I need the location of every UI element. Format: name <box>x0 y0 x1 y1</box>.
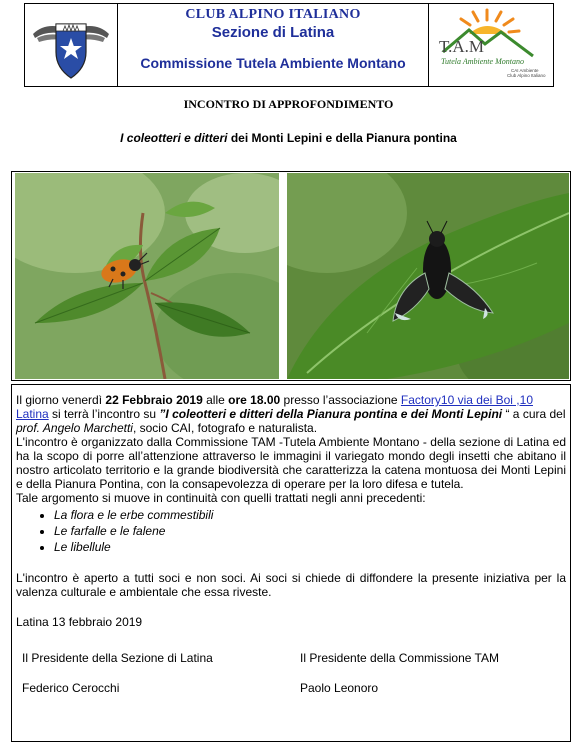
section-president-name: Federico Cerocchi <box>22 681 120 695</box>
list-item: • Le farfalle e le falene <box>54 523 566 539</box>
photos-frame <box>11 171 571 381</box>
list-item: • Le libellule <box>54 539 566 555</box>
continuity-paragraph: Tale argomento si muove in continuità con quelli trattati negli anni precedenti: <box>16 491 426 505</box>
commission-name: Commissione Tutela Ambiente Montano <box>140 55 406 71</box>
event-description <box>11 384 571 742</box>
open-invitation-paragraph: L'incontro è aperto a tutti soci e non soci. Ai soci si chiede di diffondere la presente iniziativa per la valenza culturale e ambientale che essa riveste. <box>16 571 566 599</box>
signature-roles <box>16 651 566 669</box>
letterhead-text <box>117 4 429 86</box>
fly-photo <box>287 173 569 379</box>
commission-president-role: Il Presidente della Commissione TAM <box>300 651 499 665</box>
signature-names <box>16 681 566 699</box>
tam-logo <box>428 4 553 86</box>
intro-paragraph: Il giorno venerdì 22 Febbraio 2019 alle ore 18.00 presso l’associazione Factory10 via dei Boi ,10 Latina si terrà l’incontro su ”I coleotteri e ditteri della Pianura pontina e dei Monti Lepini “ a cura del prof. Angelo Marchetti, socio CAI, fotografo e naturalista. <box>16 393 566 435</box>
cai-logo <box>25 4 118 86</box>
list-item: • La flora e le erbe commestibili <box>54 507 566 523</box>
letterhead <box>24 3 554 87</box>
event-subtitle: I coleotteri e ditteri dei Monti Lepini e della Pianura pontina <box>120 131 457 145</box>
tam-script: Tutela Ambiente Montano <box>441 57 524 66</box>
event-type-title: INCONTRO DI APPROFONDIMENTO <box>183 97 394 111</box>
club-name: CLUB ALPINO ITALIANO <box>185 7 361 22</box>
venue-link[interactable]: Factory10 via dei Boi ,10 Latina <box>16 393 533 421</box>
beetle-photo <box>15 173 279 379</box>
section-president-role: Il Presidente della Sezione di Latina <box>22 651 213 665</box>
tam-mark: T.A.M <box>439 37 485 56</box>
svg-text:CAI Ambiente: CAI Ambiente <box>511 68 539 73</box>
previous-topics-list <box>16 507 566 555</box>
svg-text:Club Alpino Italiano: Club Alpino Italiano <box>507 73 546 78</box>
commission-president-name: Paolo Leonoro <box>300 681 379 695</box>
section-name: Sezione di Latina <box>211 24 335 41</box>
date-line: Latina 13 febbraio 2019 <box>16 615 143 629</box>
organization-paragraph: L'incontro è organizzato dalla Commissione TAM -Tutela Ambiente Montano - della sezione di Latina ed ha la scopo di porre all’attenzione attraverso le immagini il variegato mondo degli insetti che abitano il nostro articolato territorio e la grande biodiversità che caratterizza la catena montuosa dei Monti Lepini e della Pianura Pontina, con la consapevolezza di operare per la loro difesa e tutela. <box>16 435 566 491</box>
